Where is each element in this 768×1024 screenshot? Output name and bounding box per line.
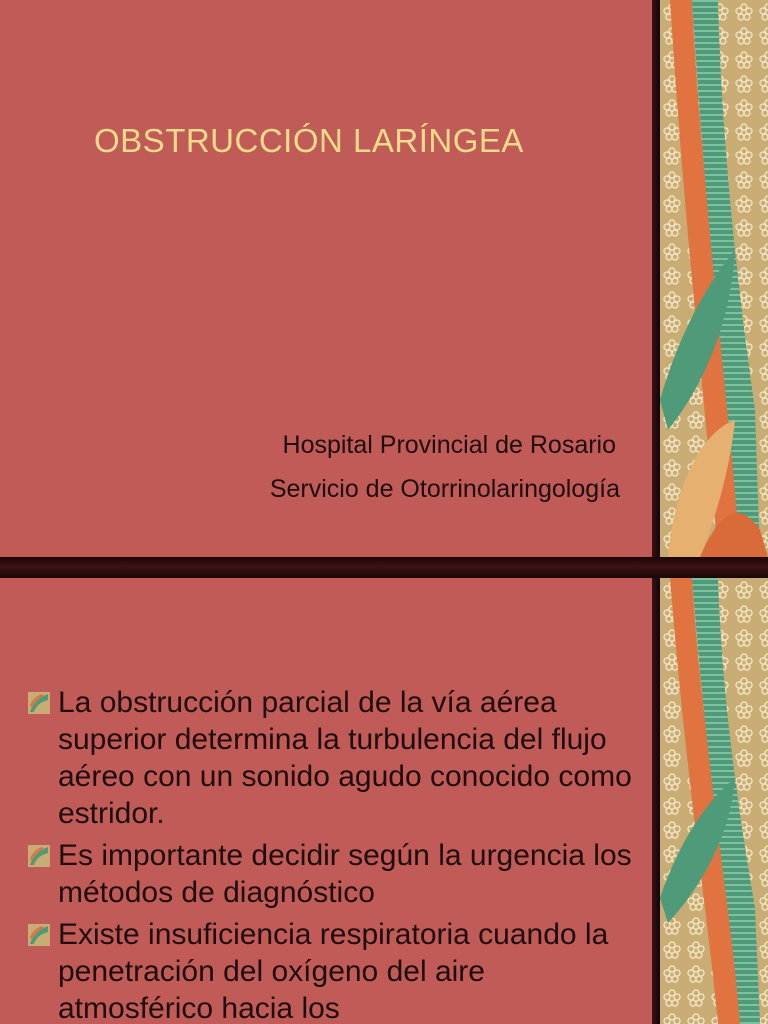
bullet-list [28, 684, 648, 1024]
slide-subtitle [0, 423, 620, 511]
slide-title: OBSTRUCCIÓN LARÍNGEA [94, 122, 524, 159]
slide-separator [0, 557, 768, 578]
floral-ribbon-decoration [660, 578, 768, 1024]
subtitle-line-service: Servicio de Otorrinolaringología [269, 475, 620, 503]
slide-edge-shadow [652, 578, 660, 1024]
list-item [28, 684, 648, 832]
floral-bullet-icon [28, 845, 50, 867]
list-item [28, 837, 648, 911]
bullet-text: La obstrucción parcial de la vía aérea superior determina la turbulencia del flujo aéreo con un sonido agudo conocido como estridor. [58, 686, 632, 830]
floral-ribbon-decoration [660, 0, 768, 557]
floral-bullet-icon [28, 692, 50, 714]
bullet-text: Es importante decidir según la urgencia los métodos de diagnóstico [58, 839, 632, 909]
slide-edge-shadow [652, 0, 660, 557]
bullet-text: Existe insuficiencia respiratoria cuando la penetración del oxígeno del aire atmosférico hacia los [58, 918, 609, 1024]
list-item [28, 916, 648, 1024]
subtitle-line-hospital: Hospital Provincial de Rosario [282, 431, 616, 459]
floral-bullet-icon [28, 924, 50, 946]
content-slide [0, 578, 768, 1024]
